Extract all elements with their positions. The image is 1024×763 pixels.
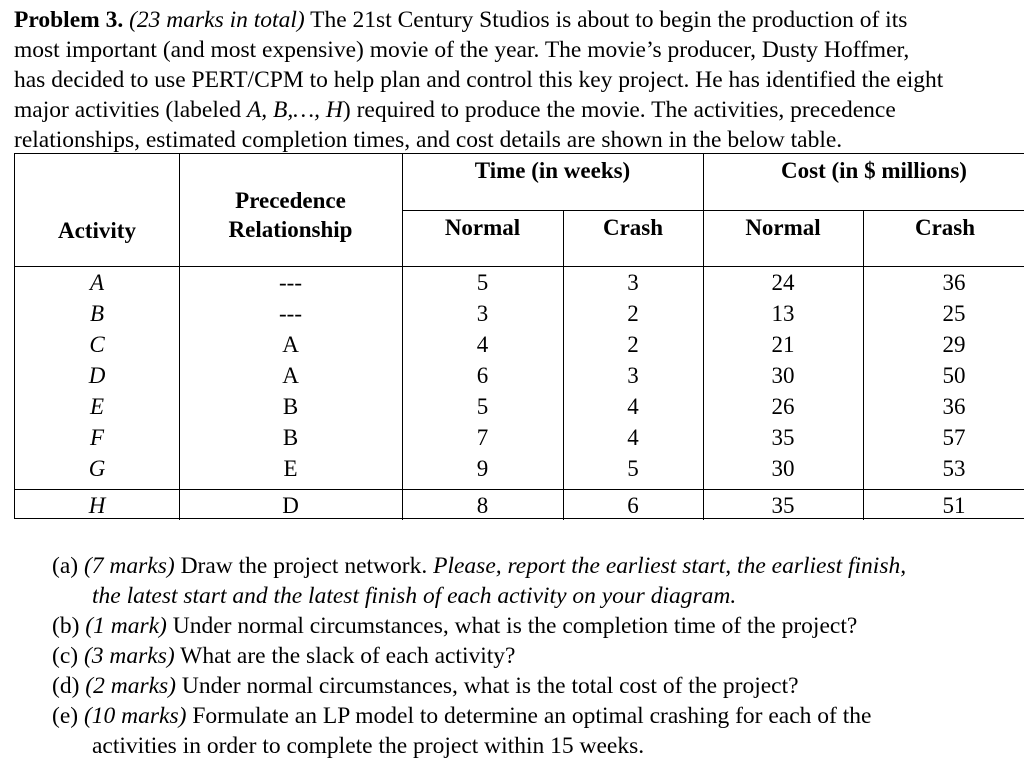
problem-line-4: [14, 95, 1024, 125]
header-cost-crash: Crash: [914, 215, 976, 240]
cell-activity: D: [88, 363, 106, 388]
cell-activity: F: [89, 425, 105, 450]
cell-cost-crash: 36: [942, 270, 966, 295]
header-cost-normal: Normal: [745, 215, 821, 240]
cell-cost-normal: 26: [771, 394, 795, 419]
cell-time-normal: 9: [476, 456, 489, 481]
question-b: [52, 611, 906, 641]
problem-statement: [14, 5, 1024, 155]
cell-time-normal: 4: [476, 332, 489, 357]
problem-label: Problem 3.: [14, 7, 124, 33]
cell-cost-crash: 25: [942, 301, 966, 326]
cell-cost-crash: 57: [942, 425, 966, 450]
header-activity: Activity: [58, 218, 136, 243]
problem-line-3: has decided to use PERT/CPM to help plan and control this key project. He has identified the eight: [14, 67, 944, 93]
question-a-continued: the latest start and the latest finish of each activity on your diagram.: [92, 583, 737, 609]
cell-time-crash: 4: [627, 425, 639, 450]
header-precedence-1: Precedence: [235, 188, 346, 213]
cell-cost-normal: 13: [771, 301, 795, 326]
cell-time-crash: 5: [627, 456, 639, 481]
question-c-marks: (3 marks): [83, 643, 175, 669]
header-subdivider: [402, 210, 1024, 211]
question-d-label: (d): [52, 673, 80, 699]
cell-time-normal: 8: [476, 493, 489, 518]
cell-precedence: A: [282, 332, 299, 357]
cell-time-crash: 6: [627, 493, 639, 518]
cell-time-crash: 2: [627, 332, 639, 357]
header-time-crash: Crash: [602, 215, 664, 240]
question-e-continued: activities in order to complete the project within 15 weeks.: [92, 733, 645, 759]
cell-cost-normal: 24: [771, 270, 795, 295]
problem-line-1: [14, 5, 1024, 35]
problem-line-4-b: ) required to produce the movie. The activities, precedence: [342, 97, 896, 123]
activity-table: [14, 153, 1024, 519]
question-list: [52, 551, 906, 761]
cell-activity: E: [89, 394, 105, 419]
problem-line-1-text: The 21st Century Studios is about to begin the production of its: [304, 7, 908, 33]
question-b-label: (b): [52, 613, 80, 639]
cell-precedence: E: [283, 456, 298, 481]
question-b-text: Under normal circumstances, what is the completion time of the project?: [166, 613, 858, 639]
question-d: [52, 671, 906, 701]
question-e-marks: (10 marks): [83, 703, 187, 729]
question-a-marks: (7 marks): [83, 553, 175, 579]
problem-line-5: relationships, estimated completion times, and cost details are shown in the below table.: [14, 127, 843, 153]
question-c: [52, 641, 906, 671]
cell-time-crash: 4: [627, 394, 639, 419]
cell-cost-normal: 21: [771, 332, 795, 357]
question-b-marks: (1 mark): [85, 613, 167, 639]
question-a-ital-1: Please, report the earliest start, the earliest finish,: [433, 553, 907, 579]
cell-time-normal: 5: [476, 270, 489, 295]
cell-cost-crash: 51: [942, 493, 966, 518]
cell-cost-crash: 36: [942, 394, 966, 419]
problem-marks: (23 marks in total): [129, 7, 305, 33]
problem-line-4-a: major activities (labeled: [14, 97, 247, 123]
cell-activity: B: [89, 301, 105, 326]
question-a-label: (a): [52, 553, 79, 579]
cell-activity: A: [89, 270, 105, 295]
cell-precedence: B: [282, 394, 299, 419]
question-e-label: (e): [52, 703, 79, 729]
header-time-group: Time (in weeks): [474, 158, 631, 183]
question-a-text: Draw the project network.: [174, 553, 434, 579]
cell-time-normal: 7: [476, 425, 489, 450]
cell-precedence: ---: [279, 301, 302, 326]
header-cost-group: Cost (in $ millions): [781, 158, 967, 183]
header-bottom-line: [15, 266, 1024, 267]
cell-cost-crash: 53: [942, 456, 966, 481]
cell-time-crash: 3: [627, 270, 639, 295]
question-c-label: (c): [52, 643, 79, 669]
question-e: [52, 701, 906, 731]
question-d-text: Under normal circumstances, what is the total cost of the project?: [176, 673, 799, 699]
problem-line-4-ital: A, B,…, H: [246, 97, 343, 123]
cell-cost-normal: 30: [771, 456, 795, 481]
question-c-text: What are the slack of each activity?: [174, 643, 516, 669]
cell-time-crash: 3: [627, 363, 639, 388]
cell-precedence: A: [282, 363, 299, 388]
row-h-divider: [15, 489, 1024, 490]
cell-cost-normal: 30: [771, 363, 795, 388]
cell-time-crash: 2: [627, 301, 639, 326]
cell-activity: H: [88, 493, 106, 518]
cell-precedence: D: [282, 493, 299, 518]
cell-time-normal: 6: [476, 363, 489, 388]
cell-precedence: ---: [279, 270, 302, 295]
problem-line-2: most important (and most expensive) movie of the year. The movie’s producer, Dusty Hoffmer,: [14, 37, 910, 63]
cell-activity: C: [89, 332, 105, 357]
question-d-marks: (2 marks): [85, 673, 176, 699]
cell-activity: G: [88, 456, 106, 481]
cell-cost-normal: 35: [771, 425, 795, 450]
header-precedence-2: Relationship: [228, 217, 353, 242]
cell-cost-crash: 50: [942, 363, 966, 388]
header-time-normal: Normal: [444, 215, 521, 240]
cell-precedence: B: [282, 425, 299, 450]
question-a: [52, 551, 906, 581]
cell-cost-normal: 35: [771, 493, 795, 518]
cell-cost-crash: 29: [942, 332, 966, 357]
question-e-text-1: Formulate an LP model to determine an optimal crashing for each of the: [186, 703, 872, 729]
cell-time-normal: 5: [476, 394, 489, 419]
cell-time-normal: 3: [476, 301, 489, 326]
